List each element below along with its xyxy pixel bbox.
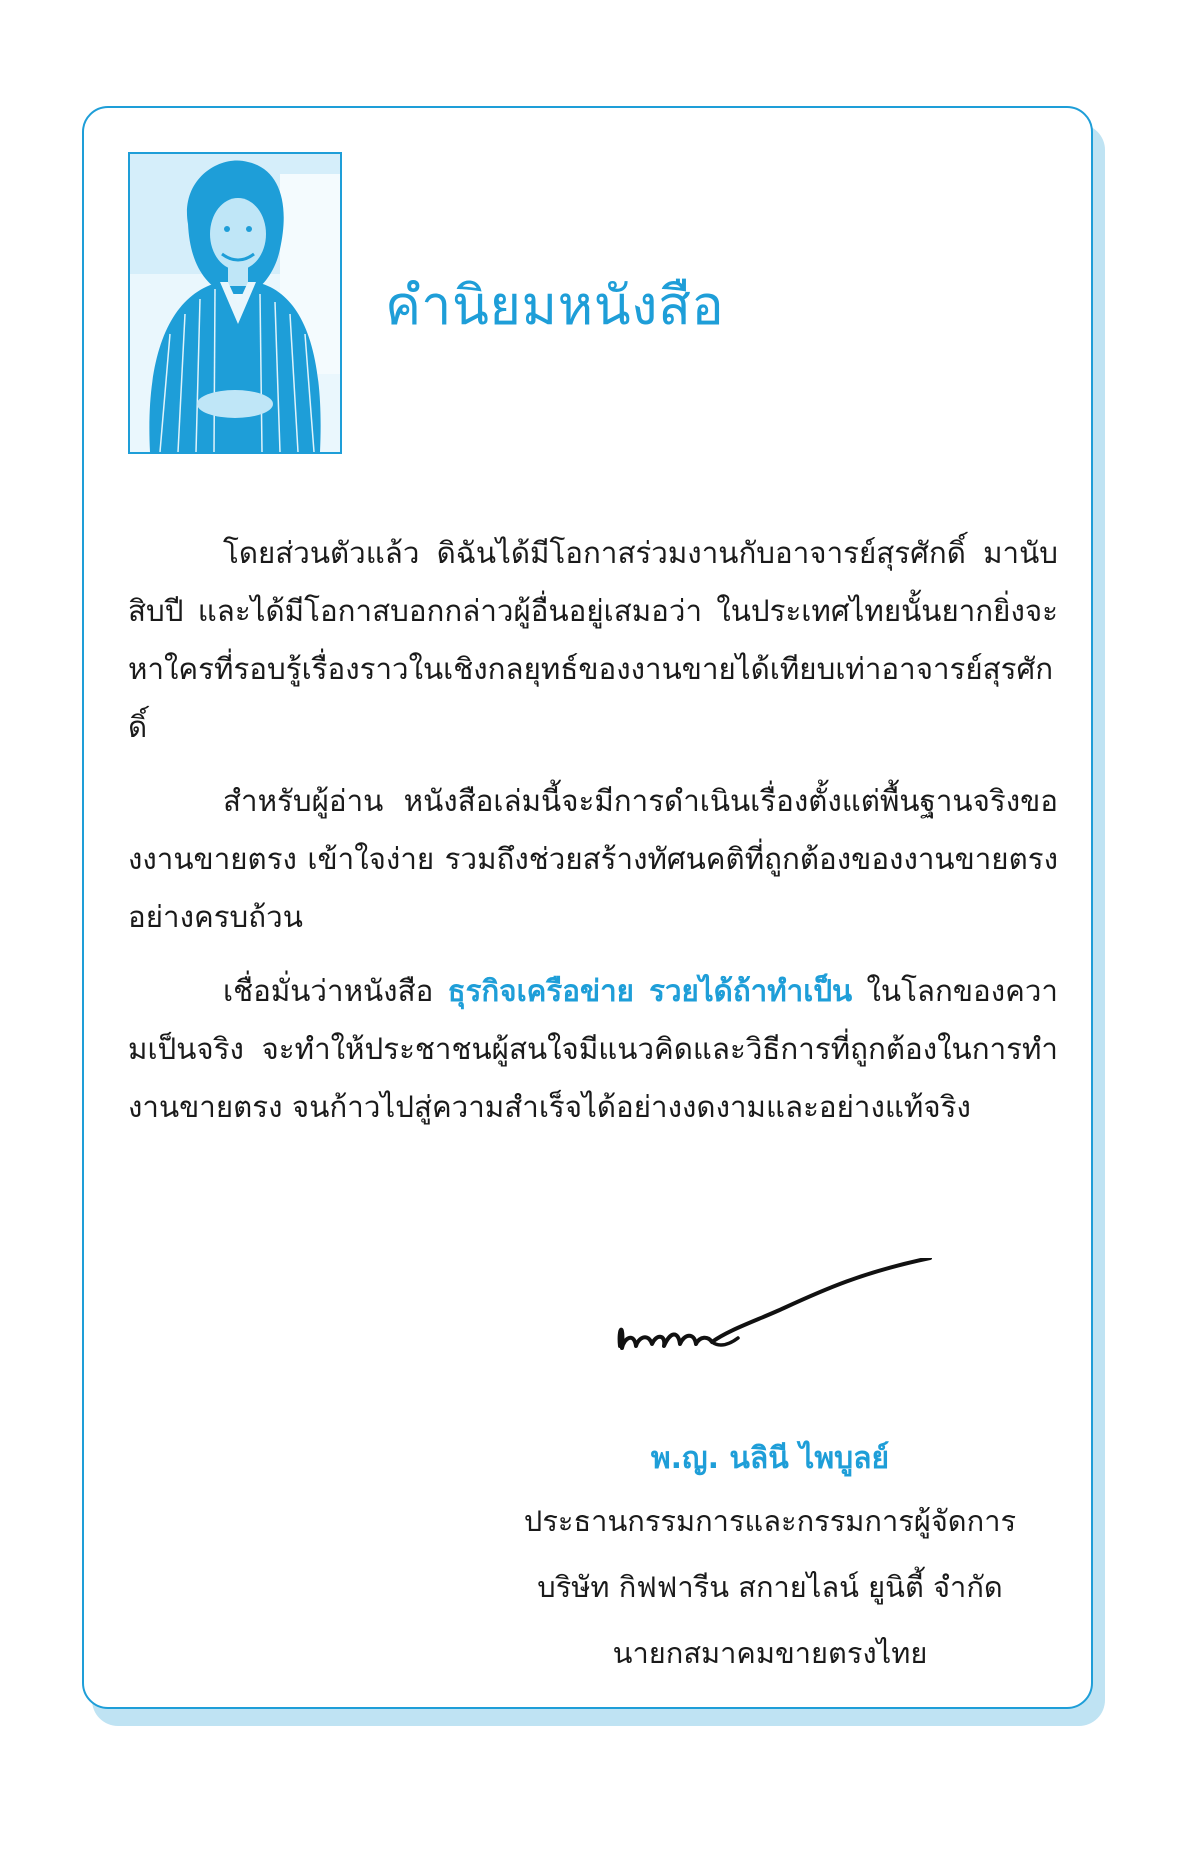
endorsement-body bbox=[128, 524, 1058, 1152]
paragraph-3-suffix: ในโลกของความเป็นจริง จะทำให้ประชาชนผู้สนใจมีแนวคิดและวิธีการที่ถูกต้องในการทำงานขายตรง จนก้าวไปสู่ความสำเร็จได้อย่างงดงามและอย่างแท้จริง bbox=[128, 974, 1059, 1124]
book-title: ธุรกิจเครือข่าย รวยได้ถ้าทำเป็น bbox=[447, 974, 853, 1008]
page-title: คำนิยมหนังสือ bbox=[385, 274, 725, 337]
signer-name: พ.ญ. นลินี ไพบูลย์ bbox=[650, 1441, 890, 1476]
signer-title-1: ประธานกรรมการและกรรมการผู้จัดการ bbox=[523, 1504, 1017, 1538]
paragraph-2: สำหรับผู้อ่าน หนังสือเล่มนี้จะมีการดำเนินเรื่องตั้งแต่พื้นฐานจริงของงานขายตรง เข้าใจง่าย รวมถึงช่วยสร้างทัศนคติที่ถูกต้องของงานขายตรงอย่างครบถ้วน bbox=[128, 784, 1058, 934]
signer-title-3: นายกสมาคมขายตรงไทย bbox=[612, 1636, 928, 1670]
paragraph-1: โดยส่วนตัวแล้ว ดิฉันได้มีโอกาสร่วมงานกับอาจารย์สุรศักดิ์ มานับสิบปี และได้มีโอกาสบอกกล่าวผู้อื่นอยู่เสมอว่า ในประเทศไทยนั้นยากยิ่งจะหาใครที่รอบรู้เรื่องราวในเชิงกลยุทธ์ของงานขายได้เทียบเท่าอาจารย์สุรศักดิ์ bbox=[128, 536, 1058, 744]
paragraph-3 bbox=[128, 962, 1058, 1136]
paragraph-3-prefix: เชื่อมั่นว่าหนังสือ bbox=[223, 974, 448, 1008]
author-photo bbox=[128, 152, 342, 454]
signer-title-2: บริษัท กิฟฟารีน สกายไลน์ ยูนิตี้ จำกัด bbox=[537, 1570, 1003, 1604]
handwritten-signature bbox=[608, 1258, 938, 1398]
signature-block bbox=[470, 1430, 1070, 1686]
